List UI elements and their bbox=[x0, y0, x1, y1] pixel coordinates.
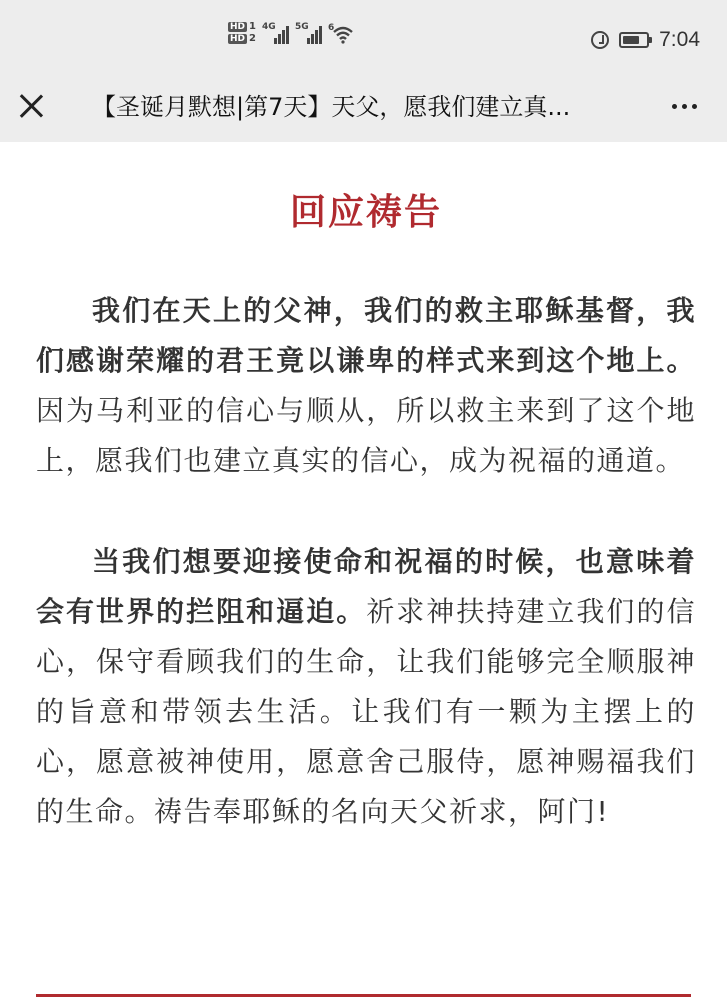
paragraph-2 bbox=[36, 537, 696, 837]
nav-bar bbox=[0, 80, 727, 142]
paragraph-2-text: 祈求神扶持建立我们的信心，保守看顾我们的生命，让我们能够完全顺服神的旨意和带领去生活。让我们有一颗为主摆上的心，愿意被神使用，愿意舍己服侍，愿神赐福我们的生命。祷告奉耶稣的名向天父祈求，阿门! bbox=[36, 595, 696, 828]
hd1-sub: 1 bbox=[249, 21, 256, 32]
signal-icon bbox=[262, 22, 289, 44]
divider bbox=[36, 994, 691, 997]
hd1-indicator bbox=[228, 22, 256, 32]
hd1-label: HD bbox=[230, 22, 246, 32]
clock-time: 7:04 bbox=[659, 28, 700, 51]
article-content bbox=[36, 142, 696, 837]
signal-icon bbox=[295, 22, 322, 44]
more-icon[interactable] bbox=[672, 104, 697, 109]
hd-indicators bbox=[228, 22, 256, 44]
wifi-icon bbox=[328, 22, 352, 44]
paragraph-2-bold: 当我们想要迎接使命和祝福的时候，也意味着会有世界的拦阻和逼迫。 bbox=[36, 545, 696, 628]
battery-icon bbox=[619, 32, 649, 48]
paragraph-1-text: 因为马利亚的信心与顺从，所以救主来到了这个地上，愿我们也建立真实的信心，成为祝福的通道。 bbox=[36, 394, 696, 477]
paragraph-1 bbox=[36, 286, 696, 486]
page-title: 【圣诞月默想|第7天】天父，愿我们建立真... bbox=[92, 93, 571, 121]
article-heading: 回应祷告 bbox=[289, 192, 442, 233]
close-icon[interactable] bbox=[18, 92, 44, 118]
status-left bbox=[228, 22, 352, 44]
hd2-label: HD bbox=[230, 34, 246, 44]
status-bar bbox=[0, 0, 727, 80]
status-right bbox=[591, 28, 700, 52]
alarm-icon bbox=[591, 31, 609, 49]
hd2-sub: 2 bbox=[249, 33, 256, 44]
wifi-badge: 6 bbox=[327, 23, 335, 33]
hd2-indicator bbox=[228, 34, 256, 44]
paragraph-1-bold: 我们在天上的父神，我们的救主耶稣基督，我们感谢荣耀的君王竟以谦卑的样式来到这个地上。 bbox=[36, 294, 696, 377]
network-4g-label: 4G bbox=[261, 22, 276, 32]
network-5g-label: 5G bbox=[294, 22, 309, 32]
